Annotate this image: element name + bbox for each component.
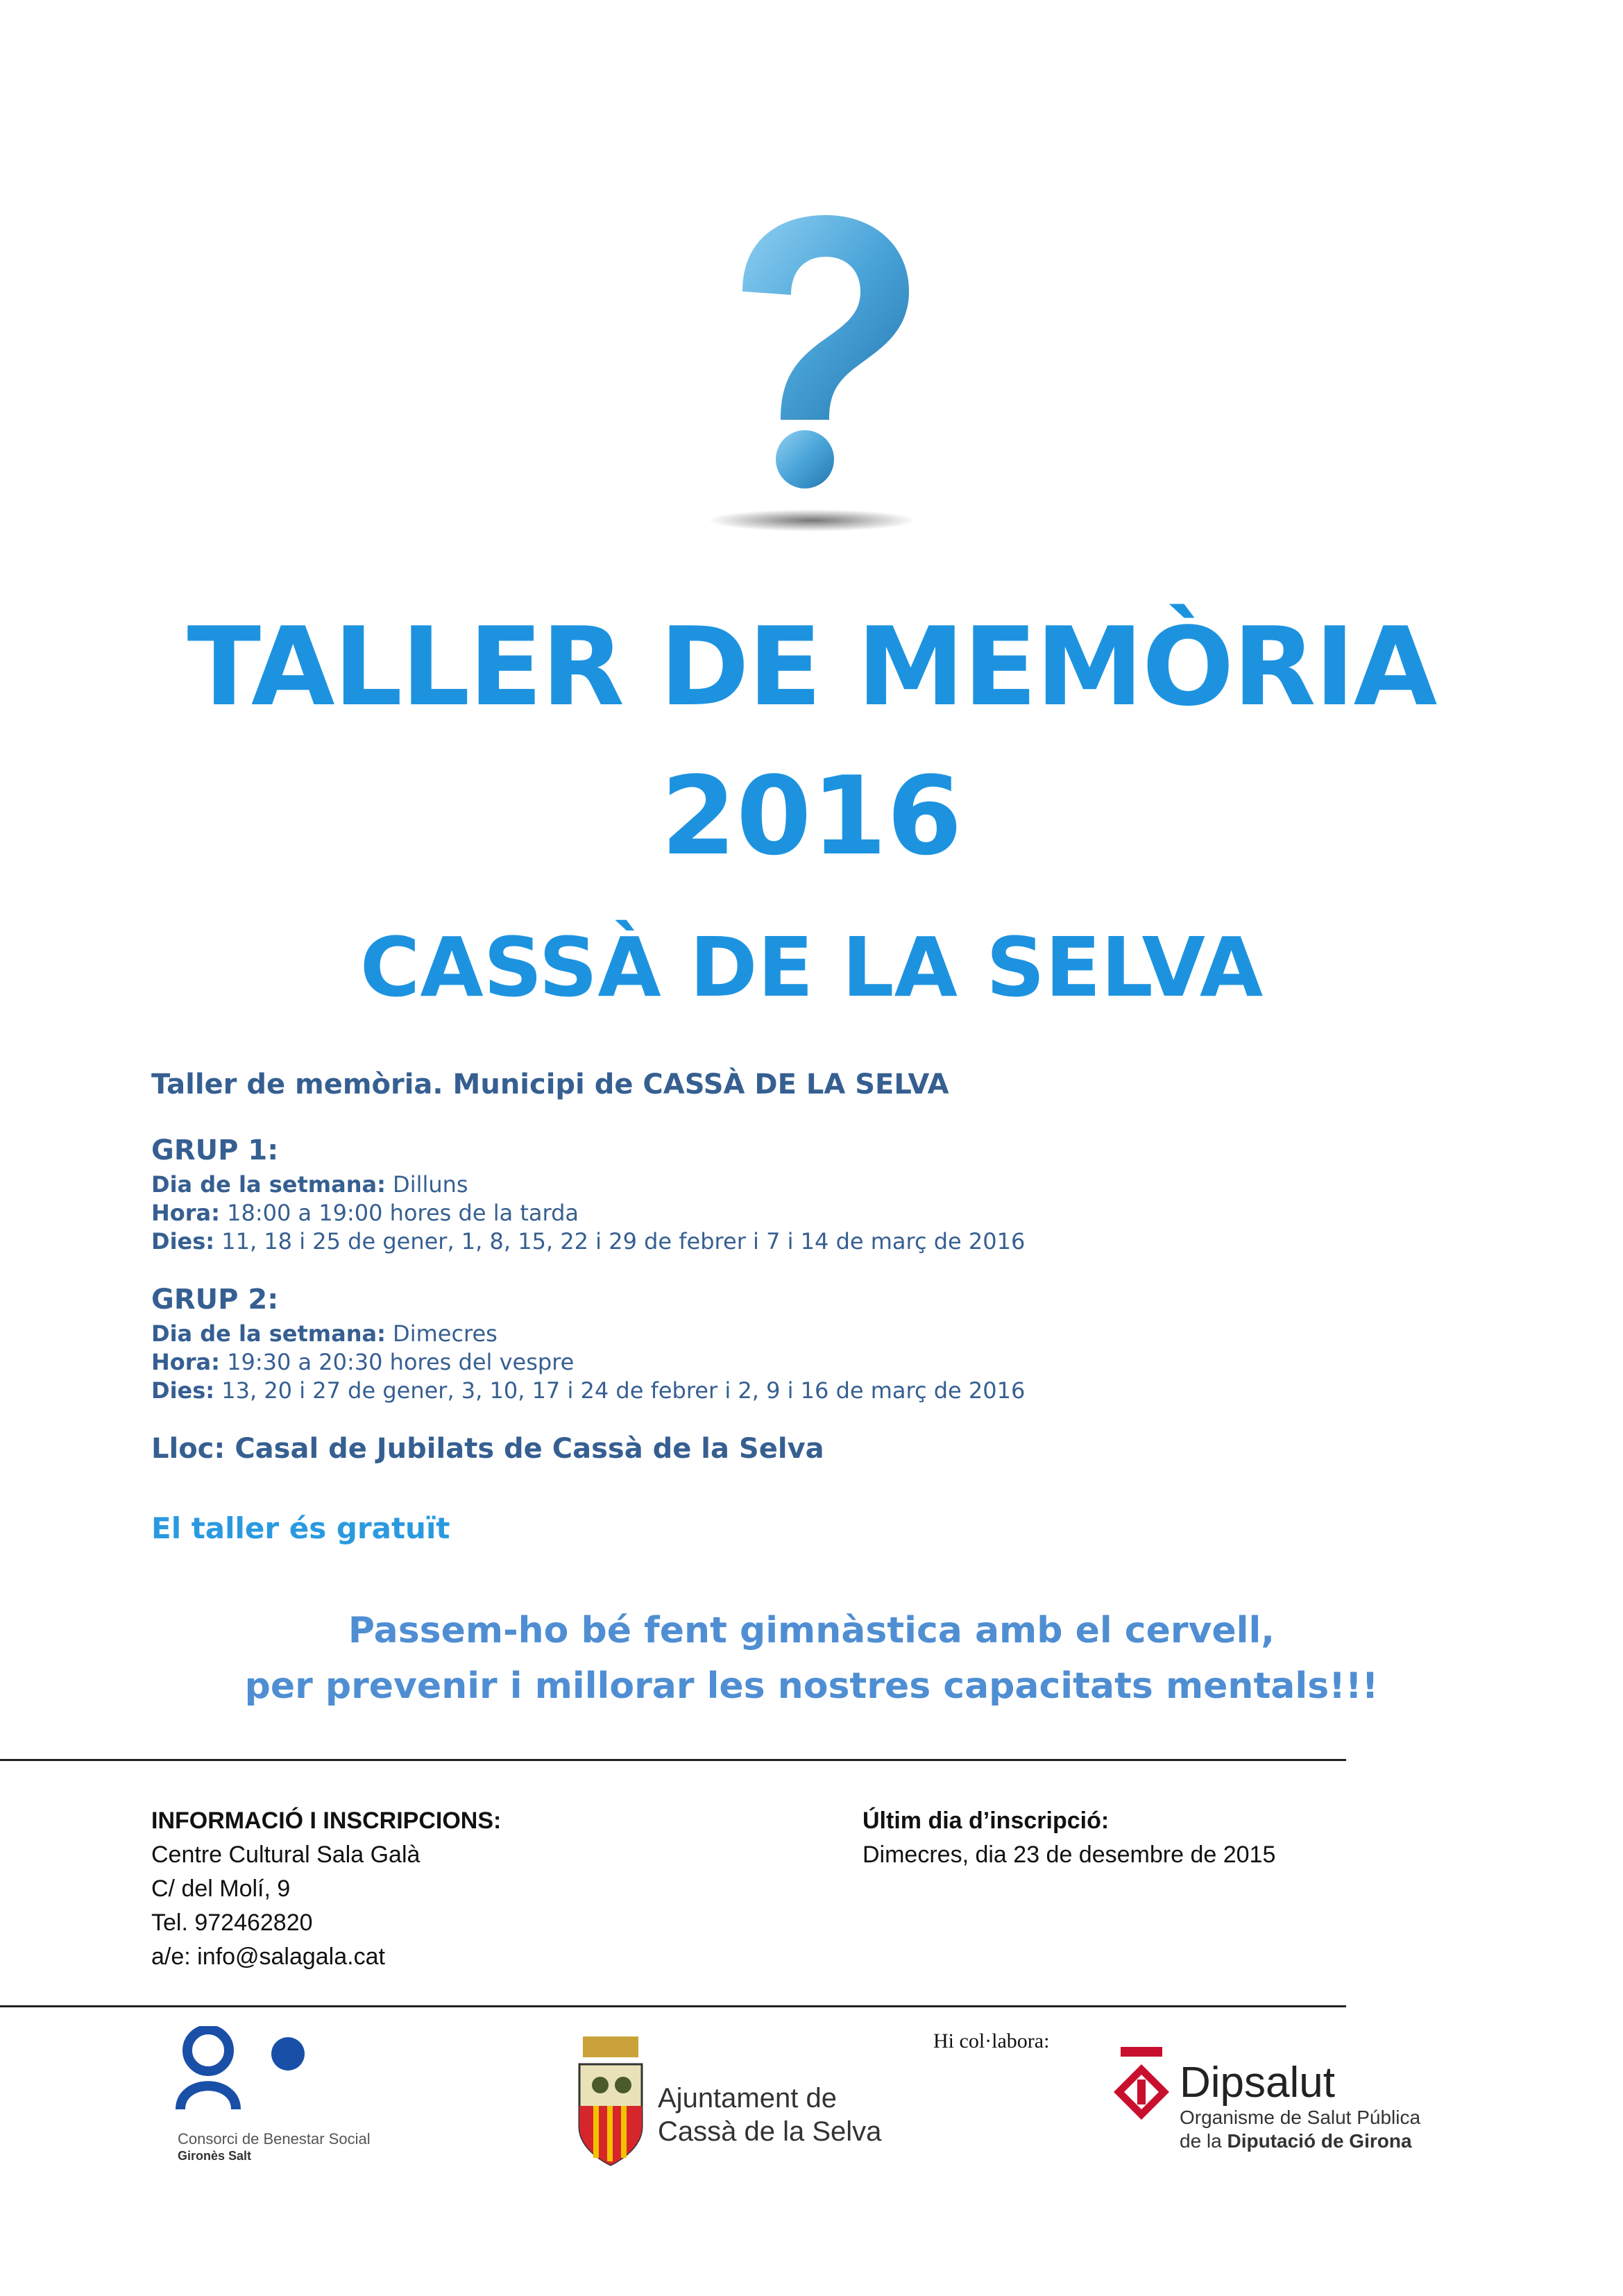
group-hour: Hora: 19:30 a 20:30 hores del vespre (151, 1349, 575, 1375)
logo-name: Dipsalut (1180, 2059, 1335, 2107)
logo-caption: Gironès Salt (178, 2149, 252, 2163)
logo-caption: Consorci de Benestar Social (178, 2130, 371, 2148)
group-dates: Dies: 13, 20 i 27 de gener, 3, 10, 17 i 24 de febrer i 2, 9 i 16 de març de 2016 (151, 1377, 1026, 1404)
deadline-value: Dimecres, dia 23 de desembre de 2015 (863, 1842, 1276, 1868)
info-heading: INFORMACIÓ I INSCRIPCIONS: (151, 1808, 502, 1834)
info-address: C/ del Molí, 9 (151, 1876, 291, 1902)
deadline-heading: Últim dia d’inscripció: (863, 1808, 1110, 1834)
logo-caption: Ajuntament de Cassà de la Selva (658, 2083, 882, 2147)
intro-text: Taller de memòria. Municipi de CASSÀ DE LA SELVA (151, 1069, 949, 1100)
slogan-line-1: Passem-ho bé fent gimnàstica amb el cervell, (348, 1610, 1275, 1651)
info-venue: Centre Cultural Sala Galà (151, 1842, 420, 1868)
group-day: Dia de la setmana: Dimecres (151, 1320, 498, 1347)
title-line-1: TALLER DE MEMÒRIA (187, 604, 1436, 730)
deadline-block (863, 1804, 1275, 1872)
logo-caption: de la Diputació de Girona (1180, 2130, 1412, 2152)
info-email[interactable]: a/e: info@salagala.cat (151, 1944, 385, 1970)
group-hour: Hora: 18:00 a 19:00 hores de la tarda (151, 1200, 579, 1226)
group-day: Dia de la setmana: Dilluns (151, 1171, 468, 1198)
slogan-line-2: per prevenir i millorar les nostres capacitats mentals!!! (244, 1665, 1379, 1707)
place-text: Lloc: Casal de Jubilats de Cassà de la Selva (151, 1433, 824, 1465)
title-line-2: 2016 (661, 753, 962, 879)
divider (0, 1759, 1346, 1761)
collab-label: Hi col·labora: (933, 2030, 1050, 2052)
question-mark-icon (694, 208, 930, 534)
group-heading: GRUP 1: (151, 1134, 279, 1166)
group-2 (151, 1284, 1025, 1405)
divider (0, 2005, 1346, 2007)
group-dates: Dies: 11, 18 i 25 de gener, 1, 8, 15, 22 i 29 de febrer i 7 i 14 de març de 2016 (151, 1228, 1026, 1255)
info-phone: Tel. 972462820 (151, 1910, 313, 1936)
free-text: El taller és gratuït (151, 1511, 450, 1545)
logo-caption: Organisme de Salut Pública (1180, 2107, 1421, 2128)
slogan (0, 1603, 1623, 1714)
info-block (151, 1804, 501, 1974)
group-1 (151, 1134, 1025, 1256)
title-line-3: CASSÀ DE LA SELVA (359, 919, 1264, 1015)
group-heading: GRUP 2: (151, 1284, 279, 1316)
